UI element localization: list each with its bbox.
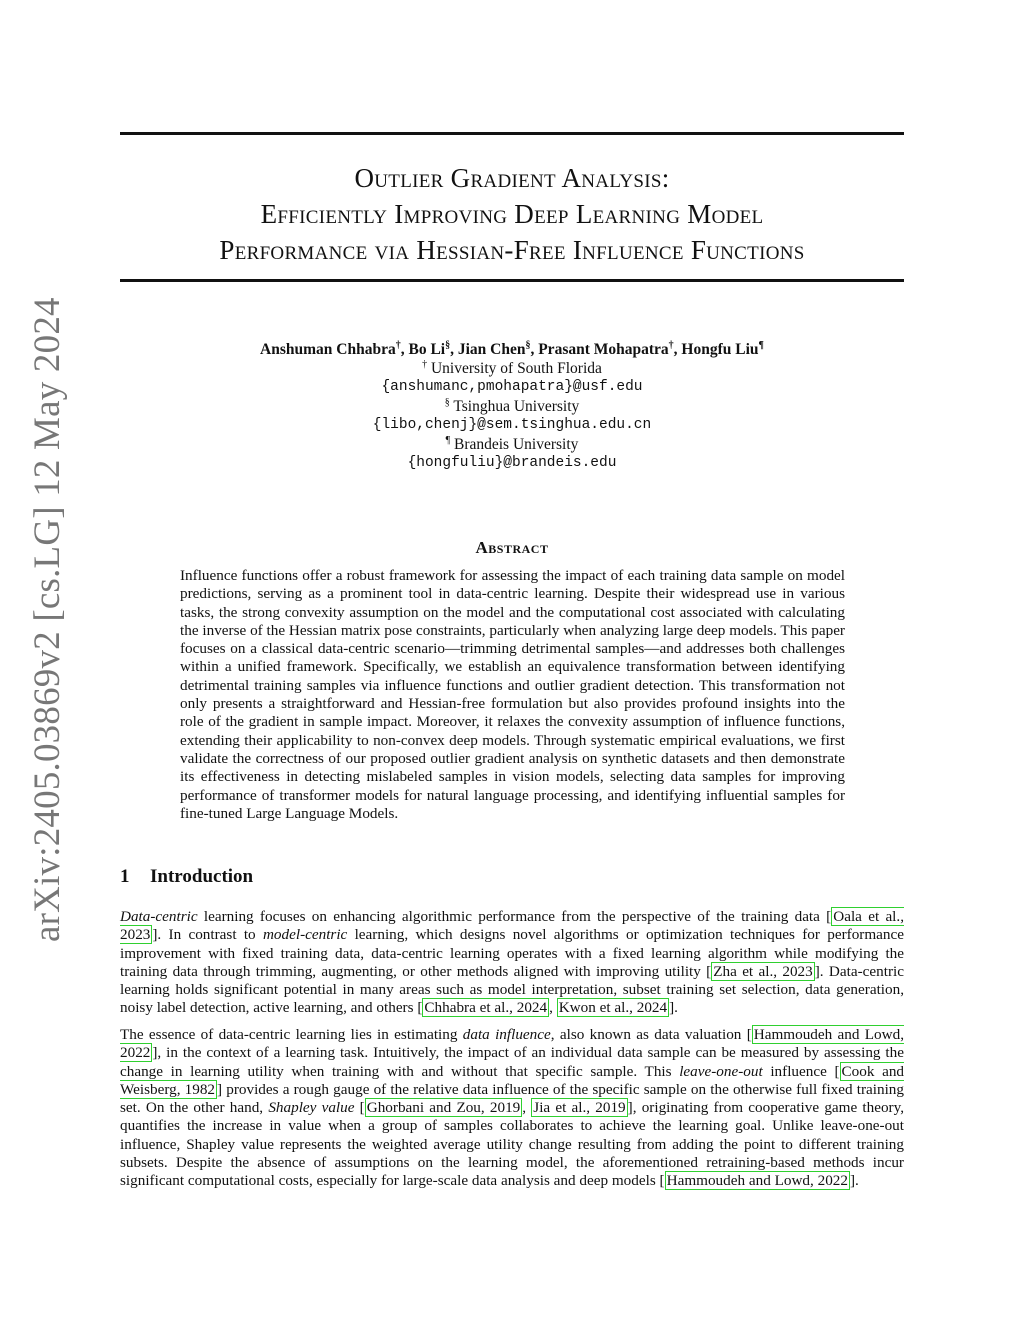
paragraph-text: ], originating from cooperative game theory, quantifies the increase in value when a group of samples collaborates to achieve the learning goal. Unlike leave-one-out influence, Shapley value represents the weighted average utility change resulting from adding the point to different training subsets. Despite the absence of assumptions on the learning model, the aforementioned retraining-based methods incur significant computational costs, especially for large-scale data analysis and deep models [ — [120, 1099, 905, 1190]
abstract-text: Influence functions offer a robust framework for assessing the impact of each training data sample on model predictions, serving as a prominent tool in data-centric learning. Despite their widespread use in various tasks, the strong convexity assumption on the model and the computational cost associated with calculating the inverse of the Hessian matrix pose constraints, particularly when analyzing large deep models. This paper focuses on a classical data-centric scenario—trimming detrimental samples—and addresses both challenges within a unified framework. Specifically, we establish an equivalence transformation between identifying detrimental training samples via influence functions and outlier gradient detection. This transformation not only presents a straightforward and Hessian-free formulation but also provides profound insights into the role of the gradient in sample impact. Moreover, it relaxes the convexity assumption of influence functions, extending their applicability to non-convex deep models. Through systematic empirical evaluations, we first validate the correctness of our proposed outlier gradient analysis on synthetic datasets and then demonstrate its effectiveness in detecting mislabeled samples in vision models, selecting data samples for improving performance of transformer models for natural language processing, and identifying influential samples for fine-tuned Large Language Models. — [180, 567, 845, 822]
title-line-2: Efficiently Improving Deep Learning Model — [260, 199, 764, 229]
section-heading-introduction — [120, 866, 253, 888]
title-line-1: Outlier Gradient Analysis: — [354, 163, 670, 193]
author-separator: , — [400, 341, 409, 358]
italic-term: model-centric — [262, 926, 348, 944]
paragraph-text: ]. In contrast to — [152, 926, 263, 944]
paragraph-text: learning, which designs novel algorithms or optimization techniques for performance improvement with fixed training data, data-centric learning operates with a fixed learning algorithm while modifying the training data through trimming, augmenting, or other methods aligned with improving utility [ — [120, 926, 904, 980]
affiliation-3 — [120, 435, 904, 454]
author-separator: , — [450, 341, 458, 358]
italic-term: leave-one-out — [679, 1062, 763, 1080]
intro-paragraph-2 — [120, 1026, 904, 1191]
author-5: Hongfu Liu — [681, 341, 759, 358]
affiliation-2-name: Tsinghua University — [453, 398, 580, 415]
paragraph-text: , also known as data valuation [ — [550, 1026, 752, 1043]
paragraph-text: ]. — [849, 1172, 859, 1190]
paragraph-text: ] provides a rough gauge of the relative data influence of the specific sample on the otherwise full fixed training set. On the other hand, — [120, 1080, 904, 1117]
citation-link[interactable]: Jia et al., 2019 — [533, 1099, 626, 1117]
author-3: Jian Chen — [457, 341, 526, 358]
intro-paragraph-1 — [120, 908, 904, 1018]
paragraph-text: , — [549, 999, 557, 1017]
title-line-3: Performance via Hessian-Free Influence Functions — [219, 235, 805, 265]
paragraph-text: ]. Data-centric learning holds significant potential in many areas such as model interpretation, subset training set selection, data generation, noisy label detection, active learning, and others [ — [120, 962, 904, 1017]
author-1: Anshuman Chhabra — [260, 341, 396, 358]
author-separator: , — [530, 341, 539, 358]
citation-link[interactable]: Zha et al., 2023 — [713, 962, 813, 980]
citation-link[interactable]: Oala et al., 2023 — [120, 908, 904, 944]
paragraph-text: learning focuses on enhancing algorithmic performance from the perspective of the training data [ — [197, 908, 832, 925]
italic-term: Shapley value — [268, 1099, 355, 1117]
arxiv-identifier: arXiv:2405.03869v2 [cs.LG] 12 May 2024 — [27, 297, 68, 942]
author-2: Bo Li — [408, 341, 446, 358]
title-top-rule — [120, 132, 904, 135]
author-4-mark: † — [668, 339, 674, 351]
author-3-mark: § — [525, 339, 531, 351]
author-5-mark: ¶ — [758, 339, 764, 351]
affiliation-1-mark: † — [422, 358, 428, 370]
author-2-mark: § — [445, 339, 451, 351]
affiliation-2 — [120, 397, 904, 416]
italic-term: Data-centric — [120, 908, 198, 925]
paper-title — [120, 160, 904, 268]
author-block — [120, 340, 904, 473]
title-bottom-rule — [120, 279, 904, 282]
email-3: {hongfuliu}@brandeis.edu — [407, 455, 617, 471]
affiliation-1-name: University of South Florida — [430, 360, 602, 377]
citation-link[interactable]: Kwon et al., 2024 — [558, 999, 668, 1017]
email-1: {anshumanc,pmohapatra}@usf.edu — [381, 379, 643, 395]
author-4: Prasant Mohapatra — [538, 341, 669, 358]
author-names — [120, 340, 904, 359]
section-number: 1 — [120, 866, 130, 887]
abstract-heading: Abstract — [475, 538, 549, 557]
author-1-mark: † — [395, 339, 401, 351]
affiliation-1 — [120, 359, 904, 378]
citation-link[interactable]: Hammoudeh and Lowd, 2022 — [120, 1026, 905, 1062]
citation-link[interactable]: Chhabra et al., 2024 — [424, 999, 548, 1017]
paragraph-text: ]. — [669, 999, 678, 1017]
paragraph-text: The essence of data-centric learning lies in estimating — [120, 1026, 463, 1043]
italic-term: data influence — [462, 1026, 551, 1043]
affiliation-2-mark: § — [444, 396, 450, 408]
citation-link[interactable]: Cook and Weisberg, 1982 — [120, 1062, 905, 1098]
citation-link[interactable]: Ghorbani and Zou, 2019 — [366, 1099, 521, 1117]
paragraph-text: [ — [354, 1099, 365, 1117]
citation-link[interactable]: Hammoudeh and Lowd, 2022 — [666, 1172, 848, 1190]
paragraph-text: ], in the context of a learning task. Intuitively, the impact of an individual data sample can be measured by assessing the change in learning utility when training with and without that specific sample. This — [120, 1044, 904, 1080]
author-separator: , — [673, 341, 682, 358]
section-title: Introduction — [150, 866, 254, 887]
email-2: {libo,chenj}@sem.tsinghua.edu.cn — [372, 417, 652, 433]
affiliation-3-mark: ¶ — [445, 434, 451, 446]
paragraph-text: , — [522, 1099, 532, 1117]
affiliation-3-name: Brandeis University — [453, 436, 579, 453]
paragraph-text: influence [ — [762, 1062, 840, 1080]
